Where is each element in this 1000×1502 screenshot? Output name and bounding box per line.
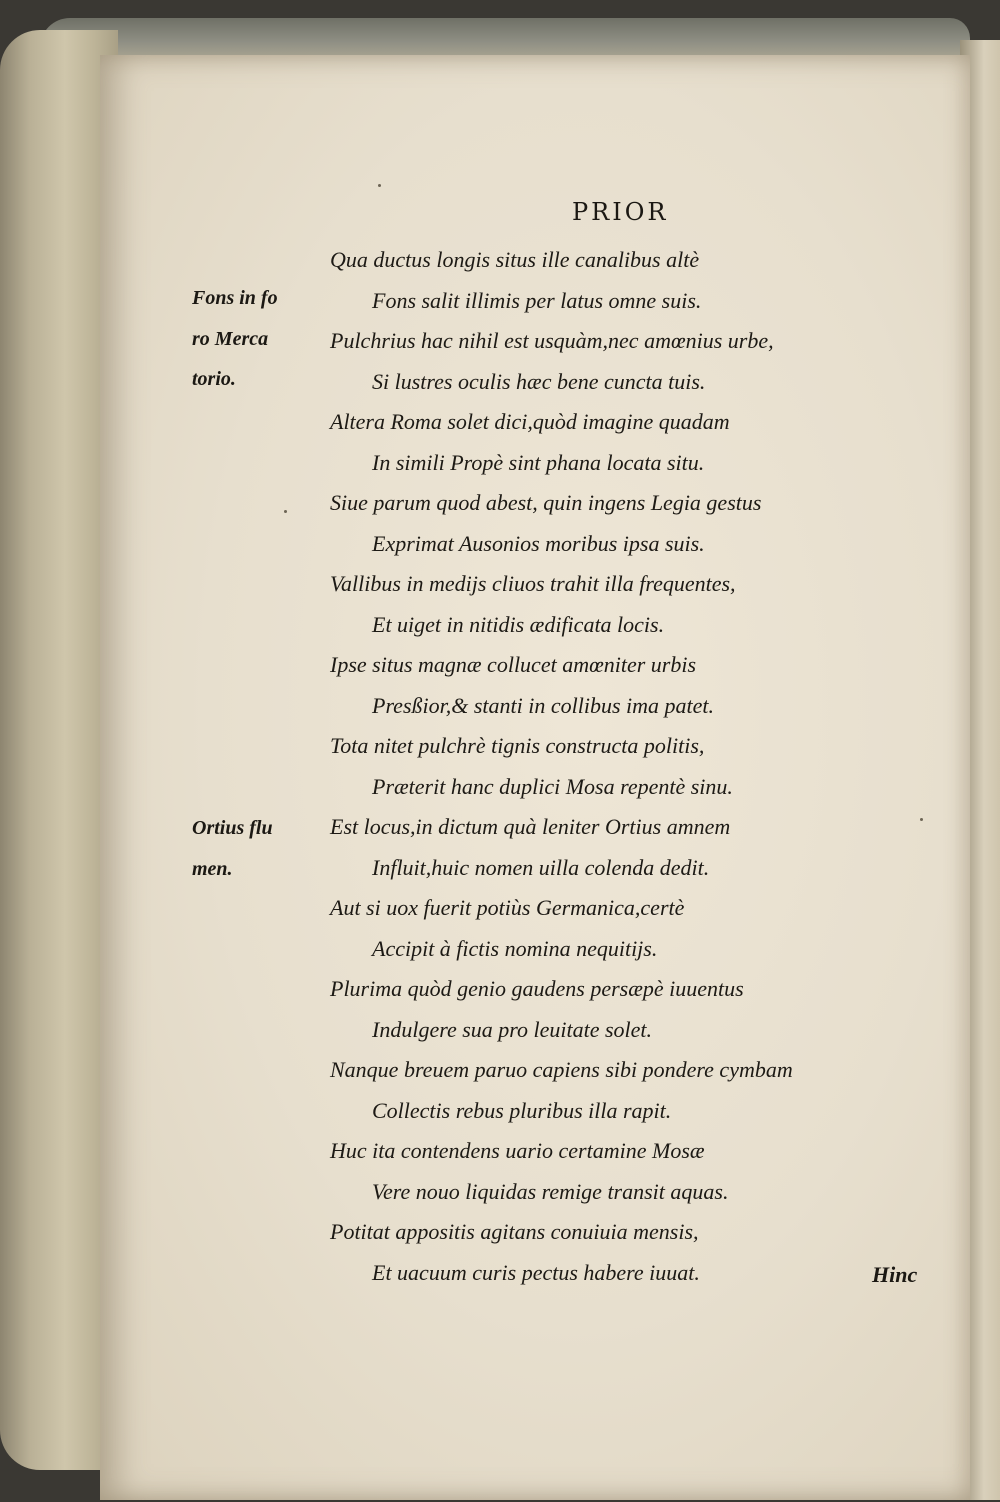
marginal-line: Ortius flu <box>192 817 273 839</box>
marginal-line: ro Merca <box>192 327 269 350</box>
verse-block <box>330 240 930 1293</box>
verse-line: Præterit hanc duplici Mosa repentè sinu. <box>372 773 733 799</box>
verse-line: Ipse situs magnæ collucet amœniter urbis <box>330 652 697 677</box>
verse-line: Fons salit illimis per latus omne suis. <box>372 287 702 313</box>
verse-line: Nanque breuem paruo capiens sibi pondere cymbam <box>330 1057 793 1082</box>
catchword: Hinc <box>872 1262 918 1287</box>
verse-line: Altera Roma solet dici,quòd imagine quadam <box>330 409 730 434</box>
verse-line: In simili Propè sint phana locata situ. <box>372 449 705 475</box>
verse-line: Exprimat Ausonios moribus ipsa suis. <box>372 530 705 556</box>
verse-line: Presßior,& stanti in collibus ima patet. <box>372 692 715 718</box>
verse-line: Si lustres oculis hæc bene cuncta tuis. <box>372 368 706 394</box>
verse-line: Aut si uox fuerit potiùs Germanica,certè <box>330 895 685 920</box>
marginal-line: torio. <box>192 368 236 390</box>
marginal-note-ortius <box>192 808 273 889</box>
verse-line: Tota nitet pulchrè tignis constructa politis, <box>330 733 705 758</box>
verse-line: Et uiget in nitidis ædificata locis. <box>372 611 665 637</box>
paper-speck <box>378 184 381 187</box>
verse-line: Influit,huic nomen uilla colenda dedit. <box>372 854 710 880</box>
verse-line: Plurima quòd genio gaudens persæpè iuuentus <box>330 976 744 1001</box>
verse-line: Qua ductus longis situs ille canalibus altè <box>330 247 700 272</box>
paper-speck <box>284 510 287 513</box>
marginal-line: Fons in fo <box>192 287 278 309</box>
verse-line: Potitat appositis agitans conuiuia mensis, <box>330 1219 699 1244</box>
marginal-note-fons <box>192 278 278 400</box>
verse-line: Vallibus in medijs cliuos trahit illa frequentes, <box>330 571 736 596</box>
running-head: PRIOR <box>572 198 669 226</box>
marginal-line: men. <box>192 857 233 880</box>
verse-line: Huc ita contendens uario certamine Mosæ <box>330 1138 705 1163</box>
verse-line: Est locus,in dictum quà leniter Ortius amnem <box>330 814 731 839</box>
verse-line: Siue parum quod abest, quin ingens Legia gestus <box>330 490 762 515</box>
verse-line: Indulgere sua pro leuitate solet. <box>372 1016 653 1042</box>
verse-line: Accipit à fictis nomina nequitijs. <box>372 935 658 961</box>
verse-line: Collectis rebus pluribus illa rapit. <box>372 1097 672 1123</box>
verse-line: Vere nouo liquidas remige transit aquas. <box>372 1178 729 1204</box>
verse-line: Et uacuum curis pectus habere iuuat. <box>372 1259 700 1285</box>
verse-line: Pulchrius hac nihil est usquàm,nec amœnius urbe, <box>330 328 774 353</box>
